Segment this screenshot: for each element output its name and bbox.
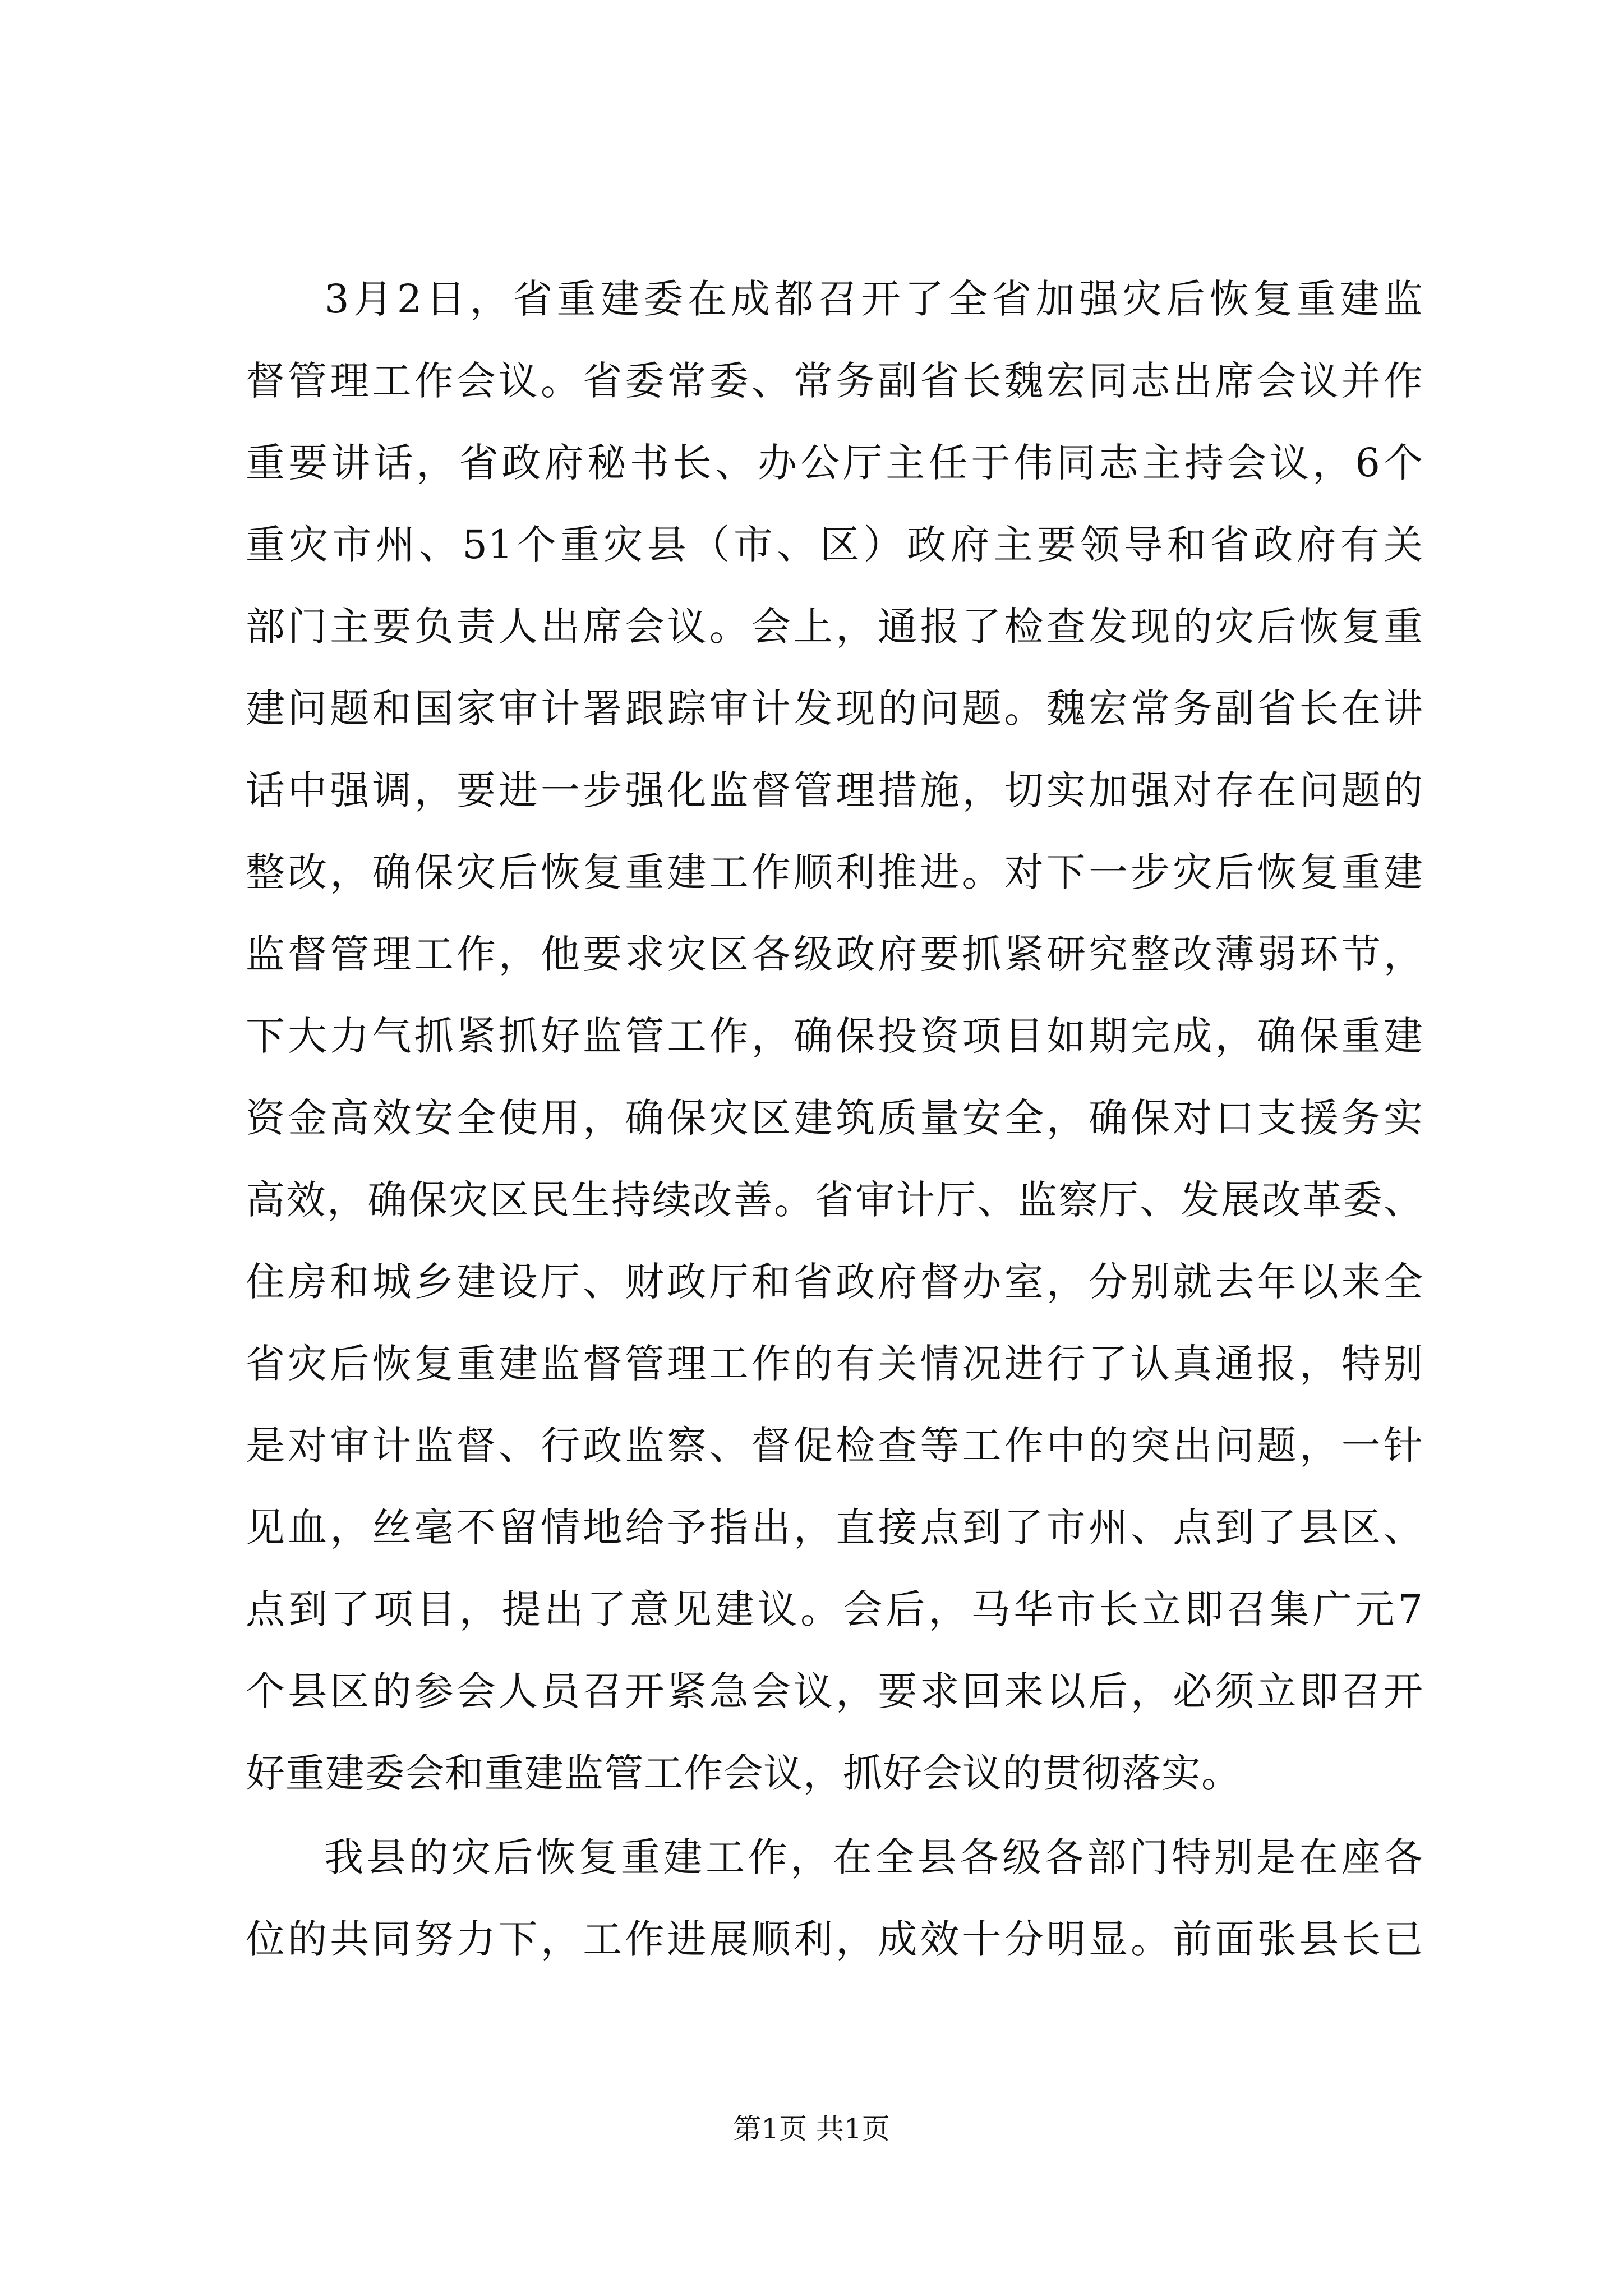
text-line: 住房和城乡建设厅、财政厅和省政府督办室，分别就去年以来全 xyxy=(246,1259,1423,1305)
paragraph-1 xyxy=(246,258,1423,1814)
text-line: 下大力气抓紧抓好监管工作，确保投资项目如期完成，确保重建 xyxy=(246,1013,1423,1059)
text-line: 见血，丝毫不留情地给予指出，直接点到了市州、点到了县区、 xyxy=(246,1504,1423,1550)
text-line: 个县区的参会人员召开紧急会议，要求回来以后，必须立即召开 xyxy=(246,1668,1423,1714)
text-line: 重灾市州、51个重灾县（市、区）政府主要领导和省政府有关 xyxy=(246,522,1423,568)
text-line: 督管理工作会议。省委常委、常务副省长魏宏同志出席会议并作 xyxy=(246,358,1423,404)
text-line: 部门主要负责人出席会议。会上，通报了检查发现的灾后恢复重 xyxy=(246,604,1423,650)
text-line: 位的共同努力下，工作进展顺利，成效十分明显。前面张县长已 xyxy=(246,1916,1423,1962)
text-line: 点到了项目，提出了意见建议。会后，马华市长立即召集广元7 xyxy=(246,1586,1423,1632)
text-line: 省灾后恢复重建监督管理工作的有关情况进行了认真通报，特别 xyxy=(246,1341,1423,1387)
paragraph-2 xyxy=(246,1816,1423,1980)
text-line: 是对审计监督、行政监察、督促检查等工作中的突出问题，一针 xyxy=(246,1423,1423,1469)
text-line: 建问题和国家审计署跟踪审计发现的问题。魏宏常务副省长在讲 xyxy=(246,685,1423,731)
text-line: 我县的灾后恢复重建工作，在全县各级各部门特别是在座各 xyxy=(324,1834,1423,1880)
text-line: 监督管理工作，他要求灾区各级政府要抓紧研究整改薄弱环节， xyxy=(246,931,1423,977)
page-number-label: 第1页 共1页 xyxy=(733,2113,890,2145)
text-line: 高效，确保灾区民生持续改善。省审计厅、监察厅、发展改革委、 xyxy=(246,1177,1423,1223)
text-line: 话中强调，要进一步强化监督管理措施，切实加强对存在问题的 xyxy=(246,767,1423,813)
document-body xyxy=(246,258,1423,1980)
text-line: 3月2日，省重建委在成都召开了全省加强灾后恢复重建监 xyxy=(324,276,1423,322)
text-line: 重要讲话，省政府秘书长、办公厅主任于伟同志主持会议，6个 xyxy=(246,440,1423,486)
page-footer xyxy=(0,2109,1623,2148)
text-line: 好重建委会和重建监管工作会议，抓好会议的贯彻落实。 xyxy=(246,1750,1241,1796)
text-line: 资金高效安全使用，确保灾区建筑质量安全，确保对口支援务实 xyxy=(246,1095,1423,1141)
text-line: 整改，确保灾后恢复重建工作顺利推进。对下一步灾后恢复重建 xyxy=(246,849,1423,895)
